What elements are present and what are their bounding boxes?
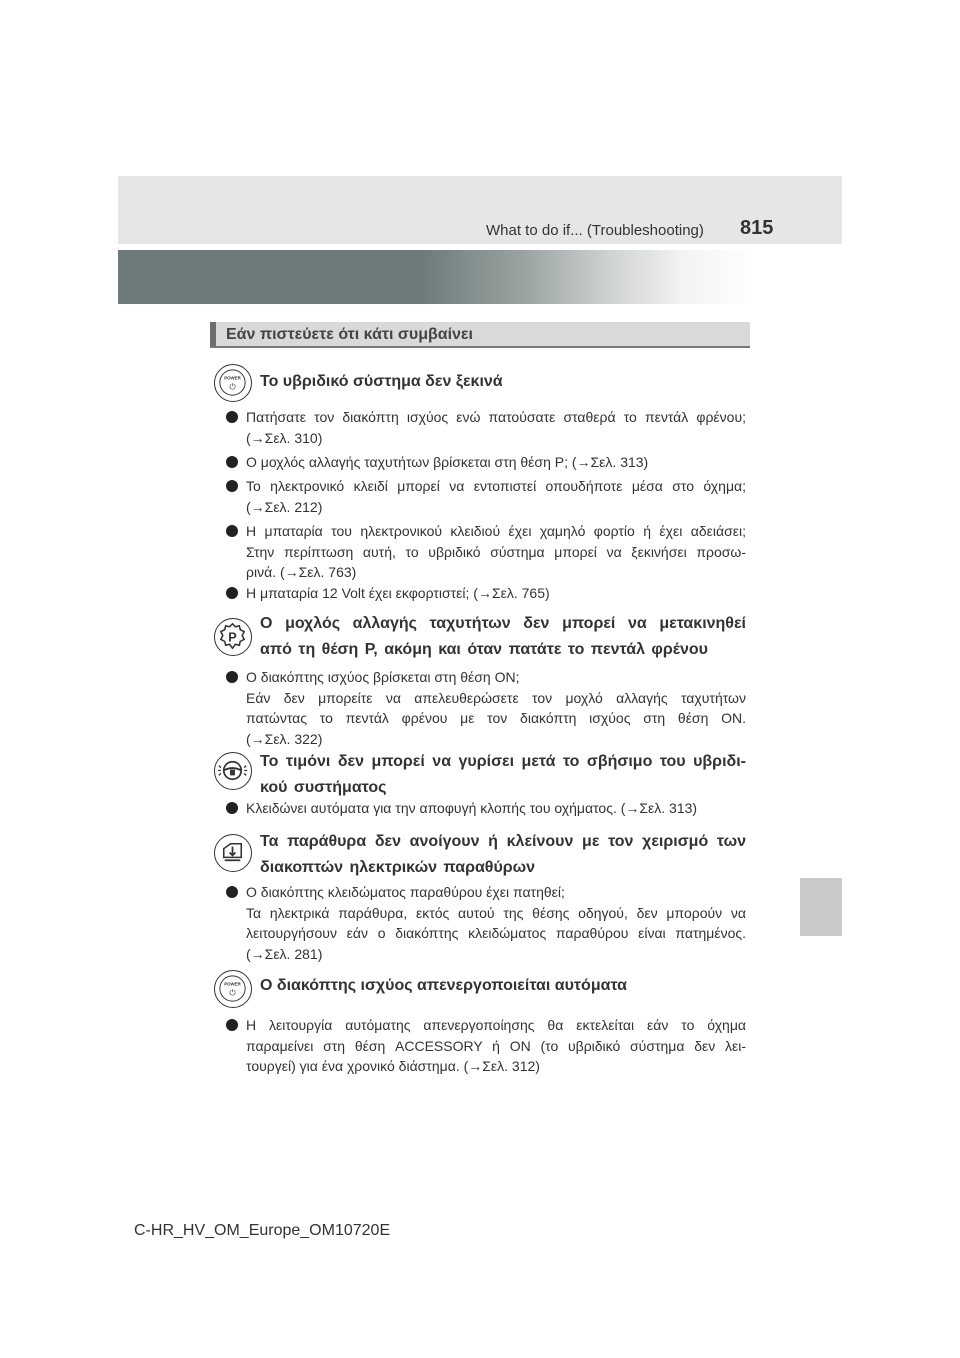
- bullet-dot: [226, 411, 238, 423]
- title-line: Ο μοχλός αλλαγής ταχυτήτων δεν μπορεί να μετακινηθεί: [260, 615, 746, 632]
- bullet-line: Πατήσατε τον διακόπτη ισχύος ενώ πατούσατε σταθερά το πεντάλ φρένου;: [246, 409, 746, 425]
- power-button-icon: [214, 970, 252, 1008]
- bullet-line: Στην περίπτωση αυτή, το υβριδικό σύστημα μπορεί να ξεκινήσει προσω-: [246, 543, 746, 560]
- title-line: κού συστήματος: [260, 779, 387, 796]
- chapter-side-tab: [800, 878, 842, 936]
- title-line: από τη θέση P, ακόμη και όταν πατάτε το πεντάλ φρένου: [260, 641, 708, 658]
- bullet-line: Τα ηλεκτρικά παράθυρα, εκτός αυτού της θέσης οδηγού, δεν μπορούν να: [246, 904, 746, 921]
- bullet-line: τουργεί) για ένα χρονικό διάστημα. (→Σελ. 312): [246, 1058, 540, 1074]
- section-stripe: [210, 322, 216, 346]
- power-window-icon: [214, 834, 252, 872]
- bullet-line: (→Σελ. 212): [246, 498, 323, 515]
- bullet-line: Η μπαταρία του ηλεκτρονικού κλειδιού έχει χαμηλό φορτίο ή έχει αδειάσει;: [246, 523, 746, 539]
- topic-1-bullet-2: [226, 452, 746, 473]
- bullet-dot: [226, 886, 238, 898]
- page-number: 815: [740, 217, 774, 239]
- topic-5-title: Ο διακόπτης ισχύος απενεργοποιείται αυτόματα: [260, 977, 627, 994]
- title-line: διακοπτών ηλεκτρικών παραθύρων: [260, 859, 536, 876]
- bullet-dot: [226, 480, 238, 492]
- power-icon-label: POWER: [224, 981, 241, 987]
- topic-3-bullet-1: [226, 798, 746, 819]
- bullet-line: Ο διακόπτης κλειδώματος παραθύρου έχει πατηθεί;: [246, 884, 565, 900]
- bullet-dot: [226, 456, 238, 468]
- section-title: Εάν πιστεύετε ότι κάτι συμβαίνει: [226, 326, 473, 343]
- bullet-line: Η λειτουργία αυτόματης απενεργοποίησης θα εκτελείται εάν το όχημα: [246, 1017, 746, 1033]
- power-icon-symbol: ⏻: [229, 382, 236, 392]
- topic-3-title: [260, 749, 746, 801]
- bullet-line: Ο διακόπτης ισχύος βρίσκεται στη θέση ON;: [246, 669, 520, 685]
- bullet-dot: [226, 525, 238, 537]
- bullet-line: (→Σελ. 322): [246, 730, 323, 747]
- bullet-line: ρινά. (→Σελ. 763): [246, 564, 357, 580]
- section-header: [210, 322, 750, 348]
- title-line: Το τιμόνι δεν μπορεί να γυρίσει μετά το σβήσιμο του υβριδι-: [260, 753, 746, 770]
- power-icon-symbol: ⏻: [229, 988, 236, 998]
- park-icon-label: P: [228, 630, 237, 645]
- steering-lock-icon: [214, 752, 252, 790]
- bullet-line: Κλειδώνει αυτόματα για την αποφυγή κλοπής του οχήματος. (→Σελ. 313): [246, 800, 698, 816]
- bullet-line: Το ηλεκτρονικό κλειδί μπορεί να εντοπιστεί οπουδήποτε μέσα στο όχημα;: [246, 478, 746, 494]
- bullet-line: λειτουργήσουν εάν ο διακόπτης κλειδώματος παραθύρου είναι πατημένος.: [246, 925, 746, 941]
- bullet-line: (→Σελ. 281): [246, 945, 323, 962]
- topic-1-title: Το υβριδικό σύστημα δεν ξεκινά: [260, 373, 503, 390]
- topic-1-bullet-4: [226, 521, 746, 583]
- topic-1-bullet-3: [226, 476, 746, 517]
- bullet-dot: [226, 802, 238, 814]
- bullet-line: (→Σελ. 310): [246, 429, 323, 446]
- header-title: What to do if... (Troubleshooting): [486, 222, 704, 239]
- topic-2-title: [260, 611, 746, 663]
- chapter-bar: [118, 250, 842, 304]
- title-line: Τα παράθυρα δεν ανοίγουν ή κλείνουν με τον χειρισμό των: [260, 833, 746, 850]
- bullet-line: Εάν δεν μπορείτε να απελευθερώσετε τον μοχλό αλλαγής ταχυτήτων: [246, 689, 746, 706]
- topic-5-bullet-1: [226, 1015, 746, 1077]
- bullet-dot: [226, 587, 238, 599]
- bullet-dot: [226, 1019, 238, 1031]
- power-button-icon: [214, 364, 252, 402]
- topic-2-bullet-1: [226, 667, 746, 749]
- document-code: C-HR_HV_OM_Europe_OM10720E: [134, 1222, 391, 1239]
- bullet-line: παραμείνει στη θέση ACCESSORY ή ON (το υβριδικό σύστημα δεν λει-: [246, 1037, 746, 1054]
- topic-4-bullet-1: [226, 882, 746, 964]
- topic-1-bullet-1: [226, 407, 746, 448]
- header-band: [118, 176, 842, 244]
- park-position-icon: [214, 618, 252, 656]
- bullet-line: Η μπαταρία 12 Volt έχει εκφορτιστεί; (→Σελ. 765): [246, 585, 550, 601]
- power-icon-label: POWER: [224, 375, 241, 381]
- bullet-line: Ο μοχλός αλλαγής ταχυτήτων βρίσκεται στη θέση P; (→Σελ. 313): [246, 454, 649, 470]
- bullet-dot: [226, 671, 238, 683]
- topic-1-bullet-5: [226, 583, 746, 604]
- bullet-line: πατώντας το πεντάλ φρένου με τον διακόπτη ισχύος στη θέση ON.: [246, 710, 746, 726]
- topic-4-title: [260, 829, 746, 881]
